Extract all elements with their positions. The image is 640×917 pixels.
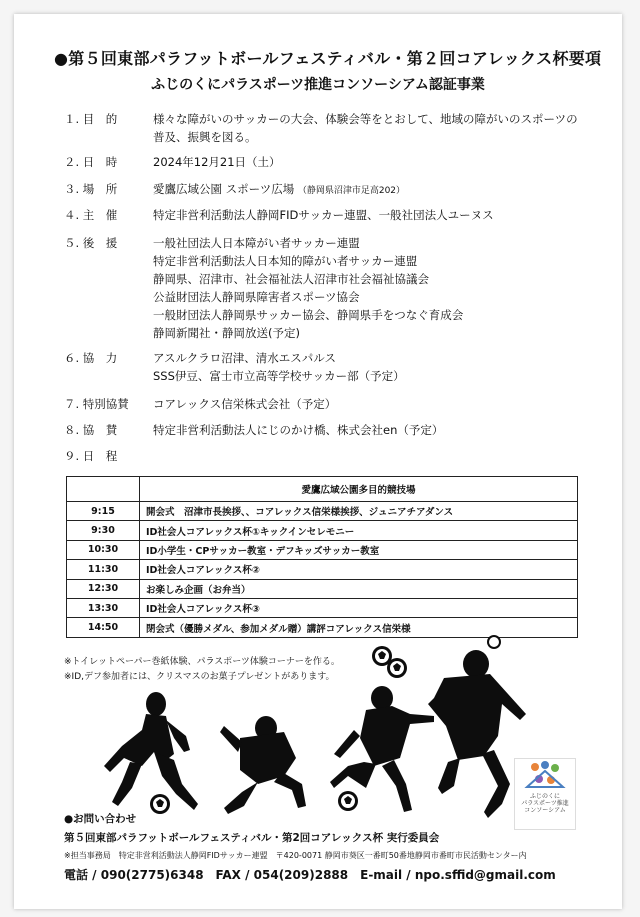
item-line: 一般財団法人静岡県サッカー協会、静岡県手をつなぐ育成会 xyxy=(153,308,464,322)
schedule-time: 11:30 xyxy=(67,560,140,579)
item-label: ８. 協 賛 xyxy=(64,423,118,437)
office-info: ※担当事務局 特定非営利活動法人静岡FIDサッカー連盟 〒420-0071 静岡市葵区一番町50番地静岡市番町市民活動センター内 xyxy=(64,851,527,860)
item-line: 特定非営利活動法人静岡FIDサッカー連盟、一般社団法人ユーヌス xyxy=(153,208,494,222)
item-line: 愛鷹広域公園 スポーツ広場 xyxy=(153,182,295,196)
logo-mark-icon xyxy=(523,759,567,789)
schedule-event: ID社会人コアレックス杯③ xyxy=(140,598,578,617)
player-silhouette xyxy=(104,692,198,810)
item-line: コアレックス信栄株式会社（予定） xyxy=(153,397,337,411)
soccer-ball xyxy=(338,791,358,811)
item-line: 特定非営利活動法人日本知的障がい者サッカー連盟 xyxy=(153,254,418,268)
schedule-time: 9:30 xyxy=(67,521,140,540)
schedule-time: 9:15 xyxy=(67,502,140,521)
schedule-time: 13:30 xyxy=(67,598,140,617)
item-line: 特定非営利活動法人にじのかけ橋、株式会社en（予定） xyxy=(153,423,444,437)
item-line: 静岡県、沼津市、社会福祉法人沼津市社会福祉協議会 xyxy=(153,272,429,286)
contact-details: 電話 / 090(2775)6348 FAX / 054(209)2888 E-mail / npo.sffid@gmail.com xyxy=(64,868,556,882)
item-label: ６. 協 力 xyxy=(64,351,118,365)
item-line: 2024年12月21日（土） xyxy=(153,155,281,169)
item-label: ３. 場 所 xyxy=(64,182,118,196)
logo-text: コンソーシアム xyxy=(524,807,566,814)
logo-text: ふじのくに xyxy=(529,793,560,800)
player-silhouette xyxy=(428,650,526,818)
page-title: ●第５回東部パラフットボールフェスティバル・第２回コアレックス杯要項 xyxy=(54,49,602,68)
item-label: ７. 特別協賛 xyxy=(64,397,129,411)
item-line: 静岡新聞社・静岡放送(予定) xyxy=(153,326,300,340)
logo-text: パラスポーツ推進 xyxy=(521,800,569,807)
item-line: 一般社団法人日本障がい者サッカー連盟 xyxy=(153,236,360,250)
note-line: ※トイレットペーパー巻紙体験、パラスポーツ体験コーナーを作る。 xyxy=(64,657,340,667)
committee-name: 第５回東部パラフットボールフェスティバル・第2回コアレックス杯 実行委員会 xyxy=(64,832,440,844)
schedule-event: 開会式 沼津市長挨拶、、コアレックス信栄様挨拶、ジュニアチアダンス xyxy=(140,502,578,521)
item-label: １. 目 的 xyxy=(64,112,118,126)
consortium-logo xyxy=(514,758,576,830)
item-label: ５. 後 援 xyxy=(64,236,118,250)
item-line: 普及、振興を図る。 xyxy=(153,130,257,144)
item-line: 公益財団法人静岡県障害者スポーツ協会 xyxy=(153,290,360,304)
schedule-event: お楽しみ企画（お弁当） xyxy=(140,579,578,598)
soccer-ball xyxy=(487,635,501,649)
item-label: ２. 日 時 xyxy=(64,155,118,169)
schedule-time: 14:50 xyxy=(67,618,140,637)
item-line: アスルクラロ沼津、清水エスパルス xyxy=(153,351,336,365)
schedule-event: ID社会人コアレックス杯② xyxy=(140,560,578,579)
schedule-time: 12:30 xyxy=(67,579,140,598)
flyer-page xyxy=(14,14,622,909)
note-line: ※ID,デフ参加者には、クリスマスのお菓子プレゼントがあります。 xyxy=(64,672,335,682)
item-label: ４. 主 催 xyxy=(64,208,118,222)
schedule-header: 愛鷹広域公園多目的競技場 xyxy=(140,477,578,502)
item-line: SSS伊豆、富士市立高等学校サッカー部（予定） xyxy=(153,369,405,383)
schedule-event: 閉会式（優勝メダル、参加メダル贈）講評コアレックス信栄様 xyxy=(140,618,578,637)
schedule-time: 10:30 xyxy=(67,540,140,559)
soccer-ball xyxy=(150,794,170,814)
player-silhouette xyxy=(220,716,306,814)
item-line: 様々な障がいのサッカーの大会、体験会等をとおして、地域の障がいのスポーツの xyxy=(153,112,578,126)
schedule-event: ID小学生・CPサッカー教室・デフキッズサッカー教室 xyxy=(140,540,578,559)
venue-address: （静岡県沼津市足高202） xyxy=(297,186,406,196)
schedule-event: ID社会人コアレックス杯①キックインセレモニー xyxy=(140,521,578,540)
page-subtitle: ふじのくにパラスポーツ推進コンソーシアム認証事業 xyxy=(151,77,485,93)
soccer-ball xyxy=(387,658,407,678)
contact-heading: ●お問い合わせ xyxy=(64,813,137,825)
item-label: ９. 日 程 xyxy=(64,449,118,463)
